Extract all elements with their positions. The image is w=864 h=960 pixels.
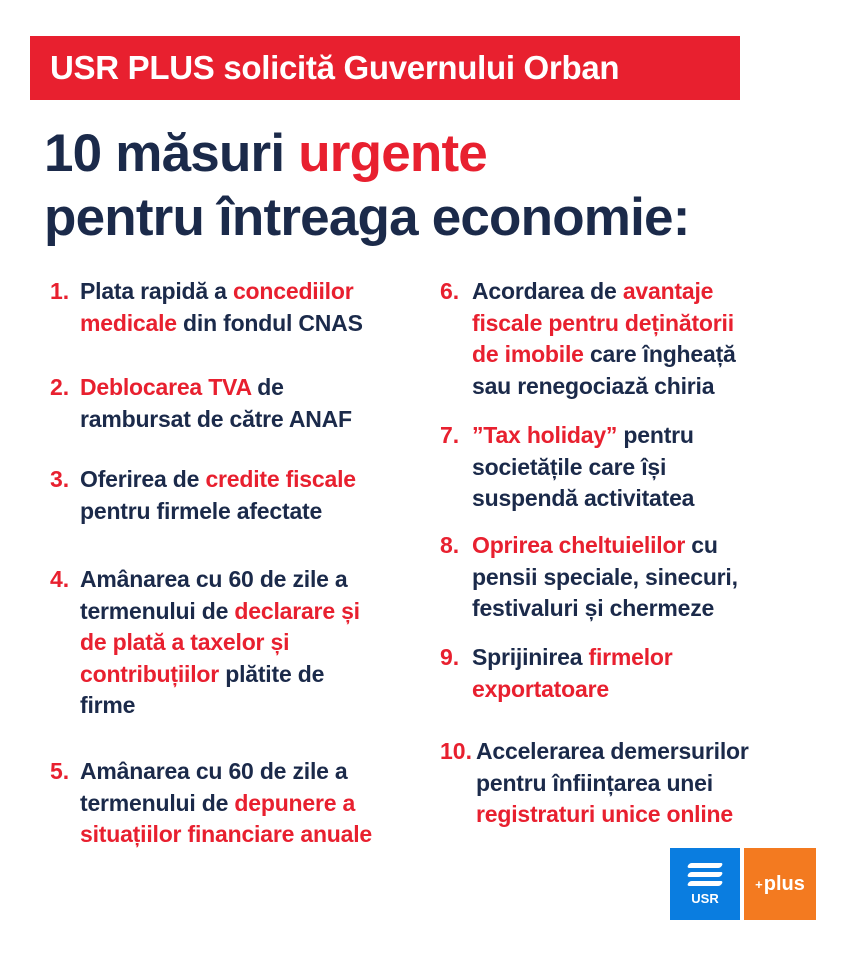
- measure-number: 10.: [440, 738, 472, 764]
- plain-text: Oferirea de: [80, 466, 206, 492]
- highlight-text: situațiilor financiare anuale: [80, 821, 373, 847]
- highlight-text: Deblocarea TVA: [80, 374, 252, 400]
- plain-text: termenului de: [80, 789, 235, 816]
- measure-number: 4.: [50, 566, 70, 592]
- measure-text: [80, 756, 372, 851]
- headline-prefix: 10 măsuri: [44, 124, 299, 183]
- plain-text: Amânarea cu 60 de zile a: [80, 566, 348, 592]
- plain-text: Accelerarea demersurilor: [476, 738, 749, 764]
- plain-text: cu: [685, 532, 718, 558]
- highlight-text: exportatoare: [472, 675, 609, 702]
- measure-number: 8.: [440, 532, 460, 558]
- right-measure-3: [440, 530, 738, 625]
- headline-line-2: pentru întreaga economie:: [44, 188, 690, 247]
- highlight-text: credite fiscale: [205, 466, 356, 492]
- left-measure-1: [50, 276, 363, 339]
- plain-text: Acordarea de: [472, 278, 623, 304]
- usr-logo: [670, 848, 740, 920]
- highlight-text: avantaje: [622, 278, 714, 304]
- plain-text: plătite de: [219, 660, 325, 687]
- plain-text: Amânarea cu 60 de zile a: [80, 758, 348, 784]
- right-measure-2: [440, 420, 694, 515]
- measure-text: [80, 564, 360, 722]
- usr-wave-icon: [688, 863, 722, 887]
- highlight-text: Oprirea cheltuielilor: [472, 532, 686, 558]
- plain-text: suspendă activitatea: [472, 485, 695, 511]
- left-measure-3: [50, 464, 356, 527]
- plus-logo: [744, 848, 816, 920]
- measure-text: [472, 276, 736, 402]
- measure-number: 1.: [50, 278, 70, 304]
- measure-text: [80, 464, 356, 527]
- right-measure-5: [440, 736, 749, 831]
- measure-number: 9.: [440, 644, 460, 670]
- plain-text: Plata rapidă a: [80, 278, 233, 304]
- highlight-text: contribuțiilor: [80, 660, 220, 687]
- plain-text: din fondul CNAS: [176, 309, 363, 336]
- right-measure-1: [440, 276, 736, 402]
- highlight-text: fiscale pentru deținătorii: [472, 309, 734, 336]
- measure-number: 3.: [50, 466, 70, 492]
- left-measure-5: [50, 756, 372, 851]
- headline-highlight: urgente: [298, 124, 487, 183]
- plain-text: sau renegociază chiria: [472, 372, 715, 399]
- plain-text: pentru înființarea unei: [476, 769, 713, 796]
- plain-text: rambursat de către ANAF: [80, 405, 352, 432]
- measure-text: [472, 530, 738, 625]
- plain-text: firme: [80, 692, 136, 718]
- highlight-text: firmelor: [588, 644, 673, 670]
- plus-logo-sup: +: [755, 876, 763, 892]
- left-measure-4: [50, 564, 360, 722]
- highlight-text: de imobile: [472, 341, 584, 367]
- plain-text: societățile care își: [472, 453, 667, 480]
- measure-number: 5.: [50, 758, 70, 784]
- measure-text: [472, 420, 694, 515]
- headline-line-1: [44, 122, 690, 186]
- plain-text: pensii speciale, sinecuri,: [472, 563, 738, 590]
- plus-logo-text: plus: [763, 872, 805, 895]
- highlight-text: ”Tax holiday”: [472, 422, 618, 448]
- plain-text: pentru: [617, 422, 694, 448]
- banner-title: USR PLUS solicită Guvernului Orban: [50, 49, 620, 86]
- measure-text: [476, 736, 749, 831]
- right-measure-4: [440, 642, 673, 705]
- measure-text: [80, 372, 352, 435]
- measure-text: [472, 642, 673, 705]
- plain-text: festivaluri și chermeze: [472, 595, 715, 621]
- measure-number: 6.: [440, 278, 460, 304]
- usr-logo-text: USR: [691, 890, 719, 906]
- plain-text: pentru firmele afectate: [80, 497, 323, 524]
- headline: [44, 122, 690, 250]
- plain-text: termenului de: [80, 597, 235, 624]
- title-banner: [30, 36, 740, 100]
- plain-text: de: [251, 374, 284, 400]
- measure-number: 7.: [440, 422, 460, 448]
- measure-text: [80, 276, 363, 339]
- plain-text: Sprijinirea: [472, 644, 589, 670]
- plain-text: care îngheață: [583, 341, 736, 367]
- measure-number: 2.: [50, 374, 70, 400]
- highlight-text: depunere a: [234, 789, 356, 816]
- left-measure-2: [50, 372, 352, 435]
- highlight-text: declarare și: [234, 597, 360, 624]
- highlight-text: registraturi unice online: [476, 801, 733, 827]
- highlight-text: concediilor: [232, 278, 354, 304]
- highlight-text: de plată a taxelor și: [80, 629, 290, 655]
- highlight-text: medicale: [80, 309, 177, 336]
